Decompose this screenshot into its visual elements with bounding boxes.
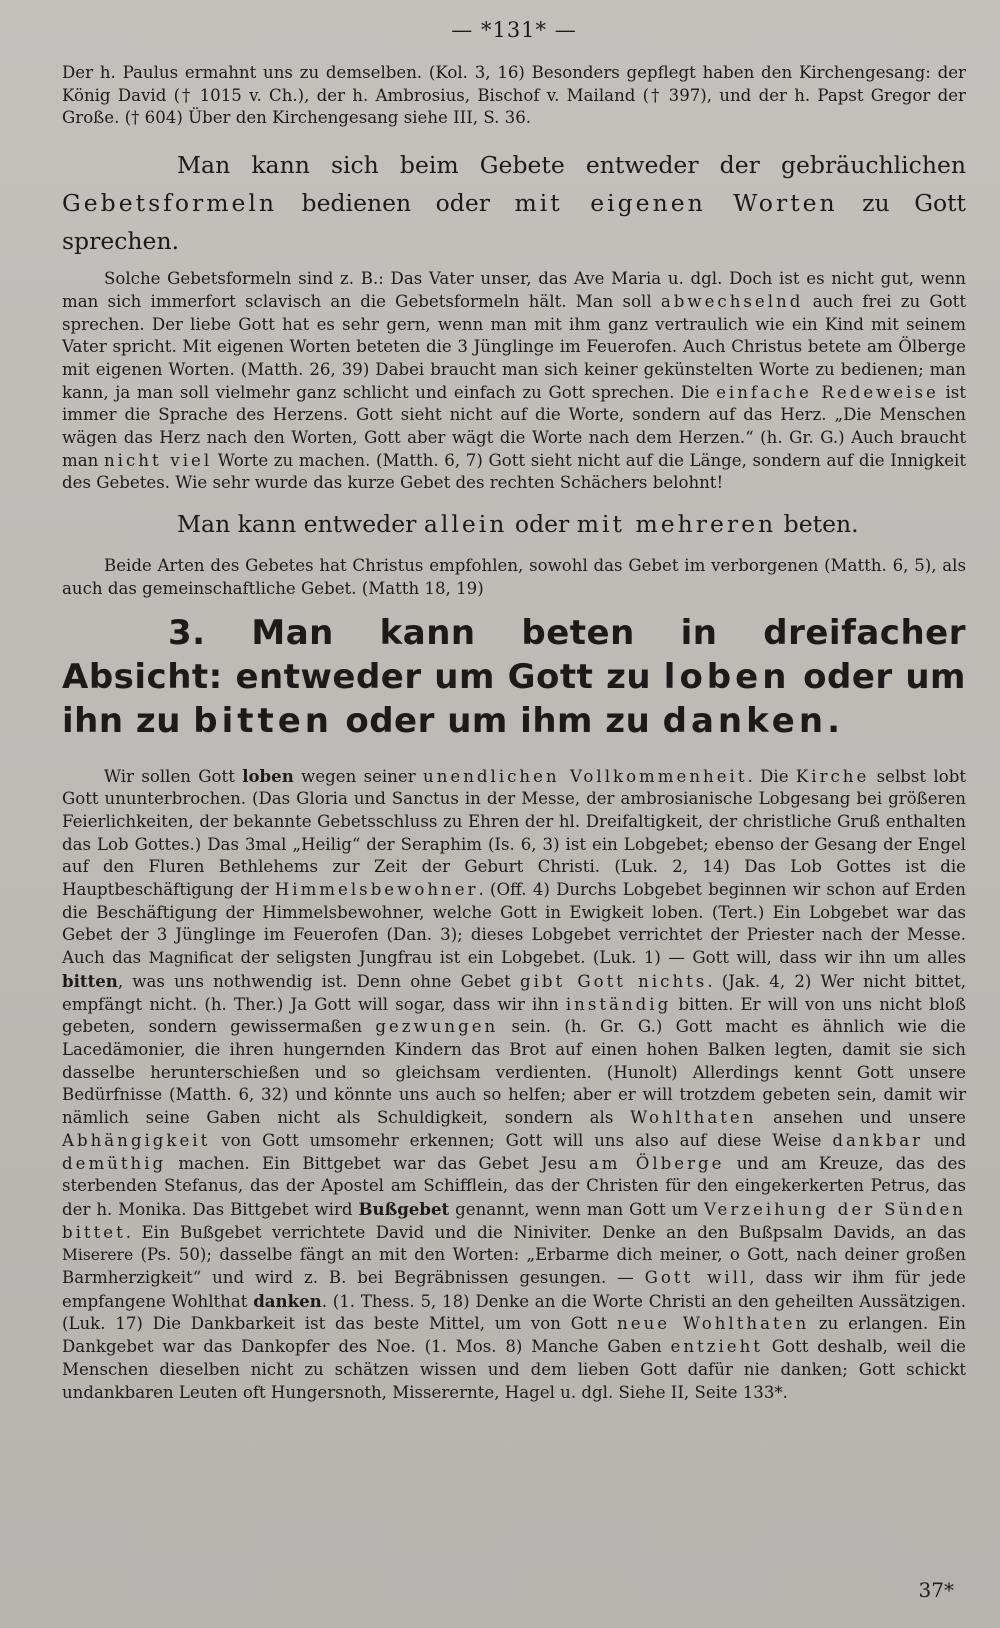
heading-gebetsformeln: Man kann sich beim Gebete entweder der gebräuchlichen Gebetsformeln bedienen oder mit eigenen Worten zu Gott sprechen.: [62, 151, 966, 256]
paragraph-gebetsformeln: Solche Gebetsformeln sind z. B.: Das Vater unser, das Ave Maria u. dgl. Doch ist es nicht gut, wenn man sich immerfort sclavisch an die Gebetsformeln hält. Man soll abwechselnd auch frei zu Gott sprechen. Der liebe Gott hat es sehr gern, wenn man mit ihm ganz vertraulich wie ein Kind mit seinem Vater spricht. Mit eigenen Worten beteten die 3 Jünglinge im Feuerofen. Auch Christus betete am Ölberge mit eigenen Worten. (Matth. 26, 39) Dabei braucht man sich keiner gekünstelten Worte zu bedienen; man kann, ja man soll vielmehr ganz schlicht und einfach zu Gott sprechen. Die einfache Redeweise ist immer die Sprache des Herzens. Gott sieht nicht auf die Worte, sondern auf das Herz. „Die Menschen wägen das Herz nach den Worten, Gott aber wägt die Worte nach dem Herzen.“ (h. Gr. G.) Auch braucht man nicht viel Worte zu machen. (Matth. 6, 7) Gott sieht nicht auf die Länge, sondern auf die Innigkeit des Gebetes. Wie sehr wurde das kurze Gebet des rechten Schächers belohnt!: [62, 269, 967, 493]
page-footer-signature: 37*: [918, 1578, 954, 1602]
page-header: — *131* —: [451, 18, 577, 42]
paragraph-paulus: Der h. Paulus ermahnt uns zu demselben. (Kol. 3, 16) Besonders gepflegt haben den Kirchengesang: der König David († 1015 v. Ch.), der h. Ambrosius, Bischof v. Mailand († 397), und der h. Papst Gregor der Große. († 604) Über den Kirchengesang siehe III, S. 36.: [62, 63, 966, 128]
paragraph-beide-arten: Beide Arten des Gebetes hat Christus empfohlen, sowohl das Gebet im verborgenen (Matth. 6, 5), als auch das gemeinschaftliche Gebet. (Matth 18, 19): [62, 556, 966, 598]
paragraph-loben-bitten-danken: Wir sollen Gott loben wegen seiner unendlichen Vollkommenheit. Die Kirche selbst lobt Gott ununterbrochen. (Das Gloria und Sanctus in der Messe, der ambrosianische Lobgesang bei größeren Feierlichkeiten, der bekannte Gebetsschluss zu Ehren der hl. Dreifaltigkeit, der christliche Gruß enthalten das Lob Gottes.) Das 3mal „Heilig“ der Seraphim (Is. 6, 3) ist ein Lobgebet; ebenso der Gesang der Engel auf den Fluren Bethlehems zur Zeit der Geburt Christi. (Luk. 2, 14) Das Lob Gottes ist die Hauptbeschäftigung der Himmelsbewohner. (Off. 4) Durchs Lobgebet beginnen wir schon auf Erden die Beschäftigung der Himmelsbewohner, welche Gott in Ewigkeit loben. (Tert.) Ein Lobgebet war das Gebet der 3 Jünglinge im Feuerofen (Dan. 3); dieses Lobgebet verrichtet der Priester nach der Messe. Auch das Magnificat der seligsten Jungfrau ist ein Lobgebet. (Luk. 1) — Gott will, dass wir ihn um alles bitten, was uns nothwendig ist. Denn ohne Gebet gibt Gott nichts. (Jak. 4, 2) Wer nicht bittet, empfängt nicht. (h. Ther.) Ja Gott will sogar, dass wir ihn inständig bitten. Er will von uns nicht bloß gebeten, sondern gewissermaßen gezwungen sein. (h. Gr. G.) Gott macht es ähnlich wie die Lacedämonier, die ihren hungernden Kindern das Brot auf einen hohen Balken legten, damit sie sich dasselbe herunterschießen und so gleichsam verdienten. (Hunolt) Allerdings kennt Gott unsere Bedürfnisse (Matth. 6, 32) und könnte uns auch so helfen; aber er will trotzdem gebeten sein, damit wir nämlich seine Gaben nicht als Schuldigkeit, sondern als Wohlthaten ansehen und unsere Abhängigkeit von Gott umsomehr erkennen; Gott will uns also auf diese Weise dankbar und demüthig machen. Ein Bittgebet war das Gebet Jesu am Ölberge und am Kreuze, das des sterbenden Stefanus, das der Apostel am Schifflein, das der Christen für den eingekerkerten Petrus, das der h. Monika. Das Bittgebet wird Bußgebet genannt, wenn man Gott um Verzeihung der Sünden bittet. Ein Bußgebet verrichtete David und die Niniviter. Denke an den Bußpsalm Davids, an das Miserere (Ps. 50); dasselbe fängt an mit den Worten: „Erbarme dich meiner, o Gott, nach deiner großen Barmherzigkeit“ und wird z. B. bei Begräbnissen gesungen. — Gott will, dass wir ihm für jede empfangene Wohlthat danken. (1. Thess. 5, 18) Denke an die Worte Christi an den geheilten Aussätzigen. (Luk. 17) Die Dankbarkeit ist das beste Mittel, um von Gott neue Wohlthaten zu erlangen. Ein Dankgebet war das Dankopfer des Noe. (1. Mos. 8) Manche Gaben entzieht Gott deshalb, weil die Menschen dieselben nicht zu schätzen wissen und dem lieben Gott dafür nie danken; Gott schickt undankbaren Leuten oft Hungersnoth, Misserernte, Hagel u. dgl. Siehe II, Seite 133*.: [62, 765, 967, 1402]
section-heading-3: 3. Man kann beten in dreifacher Absicht: entweder um Gott zu loben oder um ihn zu bitten oder um ihm zu danken.: [62, 612, 966, 741]
heading-allein-mehreren: Man kann entweder allein oder mit mehreren beten.: [177, 510, 859, 539]
